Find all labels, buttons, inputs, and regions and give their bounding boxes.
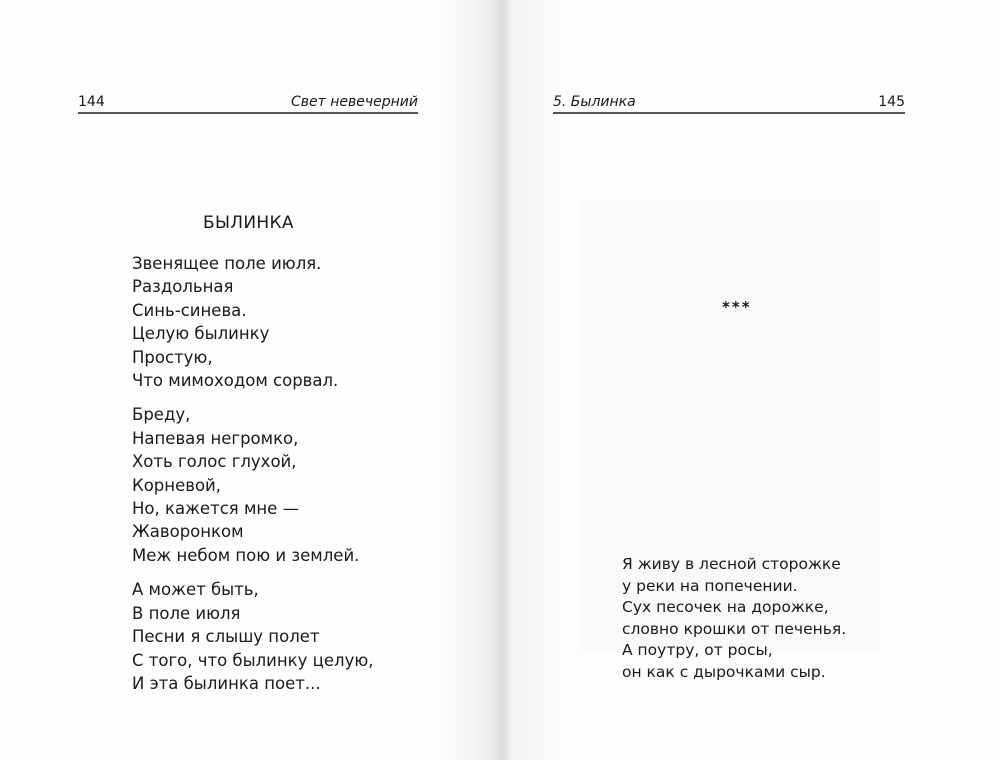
left-poem [132, 252, 374, 706]
poem-line: Бреду, [132, 405, 191, 425]
poem-line: Корневой, [132, 475, 222, 495]
poem-line: словно крошки от печенья. [622, 619, 847, 638]
poem-line: Раздольная [132, 277, 234, 297]
poem-line: он как с дырочками сыр. [622, 662, 826, 681]
right-page-number: 145 [878, 94, 905, 110]
poem-title: БЫЛИНКА [203, 213, 294, 233]
right-page-header [553, 92, 905, 114]
poem-line: Простую, [132, 347, 213, 367]
poem-line: А может быть, [132, 580, 259, 600]
book-gutter [440, 0, 560, 760]
poem-line: Но, кажется мне — [132, 499, 300, 519]
stanza [132, 403, 374, 567]
poem-line: С того, что былинку целую, [132, 650, 374, 670]
right-running-header: 5. Былинка [553, 94, 636, 110]
poem-line: Синь-синева. [132, 300, 247, 320]
poem-line: Напевая негромко, [132, 428, 299, 448]
poem-line: Песни я слышу полет [132, 627, 320, 647]
poem-line: Звенящее поле июля. [132, 254, 322, 273]
poem-line: Жаворонком [132, 522, 244, 542]
poem-line: Меж небом пою и землей. [132, 545, 360, 565]
poem-line: В поле июля [132, 603, 241, 623]
stanza [132, 252, 374, 392]
poem-line: И эта былинка поет... [132, 673, 321, 693]
stanza [132, 578, 374, 695]
poem-line: Сух песочек на дорожке, [622, 598, 829, 617]
left-running-header: Свет невечерний [291, 94, 418, 110]
poem-line: Что мимоходом сорвал. [132, 371, 339, 391]
poem-line: Хоть голос глухой, [132, 452, 297, 472]
poem-line: у реки на попечении. [622, 576, 798, 595]
poem-line: А поутру, от росы, [622, 641, 773, 660]
left-page-header [78, 92, 418, 114]
section-separator: *** [722, 298, 752, 316]
right-poem [622, 554, 846, 684]
poem-line: Целую былинку [132, 324, 270, 344]
poem-line: Я живу в лесной сторожке [622, 555, 841, 573]
left-page-number: 144 [78, 94, 105, 110]
